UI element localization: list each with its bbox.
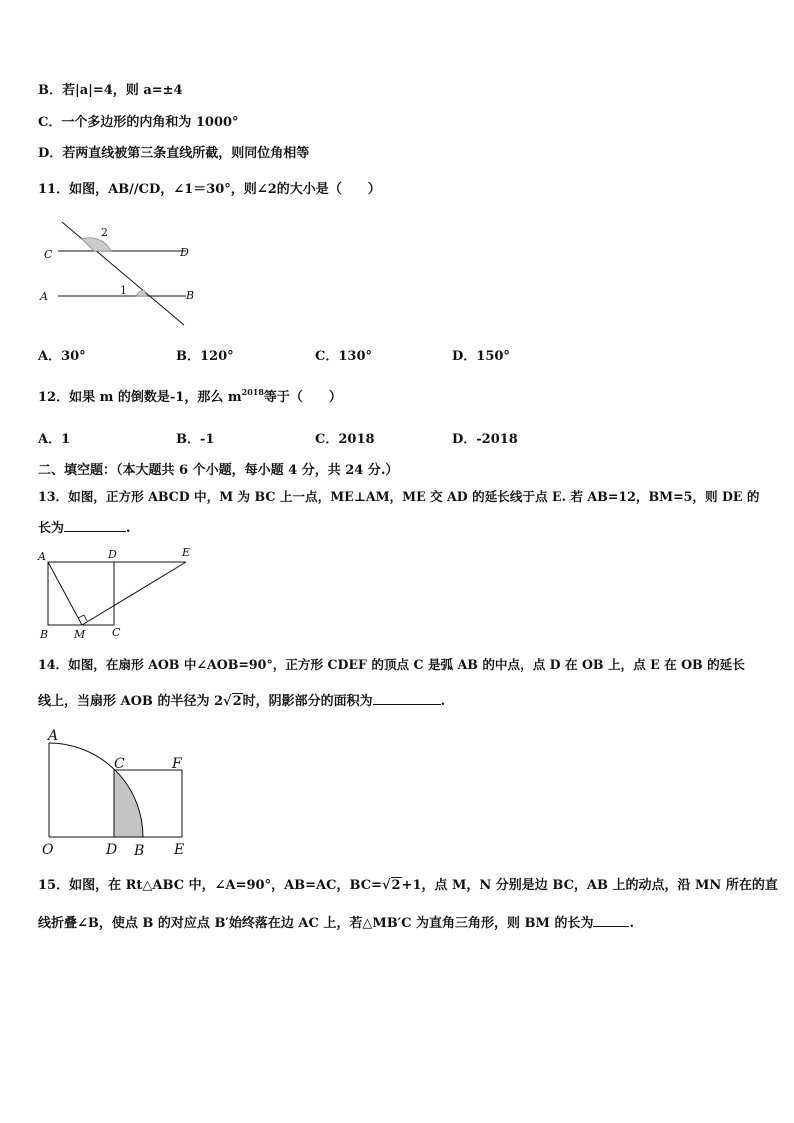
- angle1-marker: [136, 290, 147, 296]
- label-e: E: [174, 842, 185, 858]
- shaded-region: [114, 770, 143, 837]
- label-m: M: [74, 628, 86, 641]
- label-b: B: [186, 289, 195, 302]
- label-d: D: [180, 246, 189, 259]
- q12-option-a: A．1: [38, 432, 71, 447]
- label-a: A: [40, 290, 48, 303]
- label-a: A: [48, 728, 59, 744]
- q11-option-a: A．30°: [38, 349, 86, 364]
- label-e: E: [182, 546, 191, 559]
- sqrt-symbol: √2: [381, 878, 401, 893]
- q10-option-c: C．一个多边形的内角和为 1000°: [38, 115, 239, 130]
- label-b: B: [40, 628, 49, 641]
- label-d: D: [108, 548, 117, 561]
- label-o: O: [42, 842, 54, 858]
- label-b: B: [134, 843, 145, 859]
- q11-option-d: D．150°: [452, 349, 510, 364]
- label-c: C: [112, 626, 121, 639]
- q11-option-c: C．130°: [315, 349, 372, 364]
- section-heading-fill-blank: 二、填空题：（本大题共 6 个小题，每小题 4 分，共 24 分.）: [38, 463, 399, 478]
- q15-answer-blank[interactable]: [593, 914, 629, 927]
- q11-figure: [36, 216, 196, 331]
- angle2-marker: [82, 238, 111, 251]
- q15-line1: 15．如图，在 Rt△ABC 中，∠A=90°，AB=AC，BC=√2+1，点 M，N 分别是边 BC，AB 上的动点，沿 MN 所在的直: [38, 878, 778, 893]
- q12-option-b: B．-1: [176, 432, 215, 447]
- q10-option-d: D．若两直线被第三条直线所截，则同位角相等: [38, 146, 310, 161]
- q14-answer-blank[interactable]: [373, 692, 441, 705]
- segment-me: [82, 562, 186, 625]
- q12-stem: 12．如果 m 的倒数是-1，那么 $m^{2018}$等于（ ）: [38, 387, 342, 405]
- q13-line1: 13．如图，正方形 ABCD 中，M 为 BC 上一点，ME⊥AM，ME 交 AD 的延长线于点 E. 若 AB=12，BM=5，则 DE 的: [38, 489, 760, 504]
- label-angle2: 2: [101, 226, 108, 239]
- q12-option-c: C．2018: [315, 432, 375, 447]
- label-c: C: [114, 756, 125, 772]
- label-angle1: 1: [120, 284, 127, 297]
- label-a: A: [38, 550, 46, 563]
- q14-figure: [36, 728, 196, 858]
- q15-line2: 线折叠∠B，使点 B 的对应点 B′始终落在边 AC 上，若△MB′C 为直角三角形，则 BM 的长为 .: [38, 916, 634, 931]
- q11-stem: 11．如图，AB//CD，∠1＝30°，则∠2的大小是（ ）: [38, 182, 381, 197]
- q13-line2: 长为 .: [38, 521, 131, 536]
- q10-option-b: B．若|a|=4，则 a=±4: [38, 83, 183, 98]
- q14-line1: 14．如图，在扇形 AOB 中∠AOB=90°，正方形 CDEF 的顶点 C 是弧 AB 的中点，点 D 在 OB 上，点 E 在 OB 的延长: [38, 657, 745, 672]
- label-d: D: [106, 842, 118, 858]
- q12-option-d: D．-2018: [452, 432, 518, 447]
- q13-figure: [36, 546, 206, 641]
- label-f: F: [172, 756, 182, 772]
- square-abcd: [48, 562, 114, 625]
- segment-am: [48, 562, 82, 625]
- transversal: [62, 222, 184, 325]
- q13-answer-blank[interactable]: [64, 519, 126, 532]
- q14-line2: 线上，当扇形 AOB 的半径为 2√2时，阴影部分的面积为 .: [38, 694, 446, 709]
- label-c: C: [44, 248, 53, 261]
- sqrt-symbol: √2: [223, 694, 242, 709]
- q11-option-b: B．120°: [176, 349, 234, 364]
